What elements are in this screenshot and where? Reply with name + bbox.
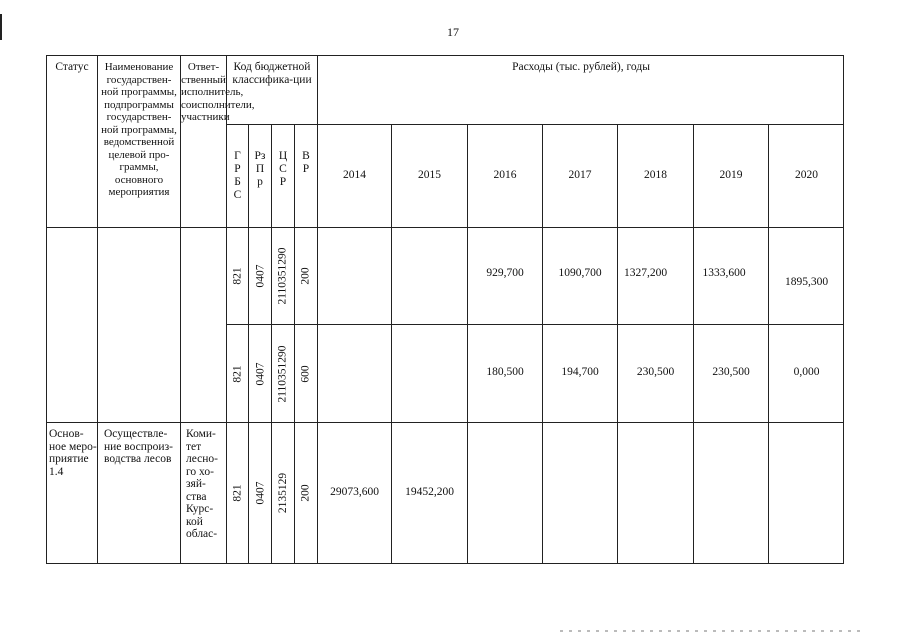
header-expenses-group: Расходы (тыс. рублей), годы <box>512 61 650 73</box>
row3-vr: 200 <box>300 484 312 502</box>
row2-2019: 230,500 <box>712 366 750 378</box>
row3-responsible: Коми-тет лесно-го хо-зяй-ства Курс-кой облас- <box>186 428 218 540</box>
row2-grbs: 821 <box>231 364 244 383</box>
row2-2020: 0,000 <box>793 366 820 378</box>
header-responsible: Ответ-ственный исполнитель, соисполнители, участники <box>181 61 255 123</box>
row2-2018: 230,500 <box>636 366 675 378</box>
row2-rzpr: 0407 <box>254 362 266 385</box>
row1-2020: 1895,300 <box>784 276 829 288</box>
row1-vr: 200 <box>300 267 312 285</box>
row3-2014: 29073,600 <box>330 486 379 498</box>
scan-artifact <box>560 630 860 632</box>
row3-grbs: 821 <box>231 484 244 502</box>
row1-rzpr: 0407 <box>254 264 266 288</box>
header-name: Наименование государствен-ной программы, подпрограммы государствен-ной программы, ведомственной целевой про-граммы, основного мероприятия <box>101 61 177 198</box>
row2-vr: 600 <box>300 364 312 383</box>
page-number: 17 <box>447 25 459 39</box>
row1-2016: 929,700 <box>486 267 524 279</box>
row1-2019: 1333,600 <box>702 267 746 279</box>
header-code-group: Код бюджетной классифика-ции <box>232 61 312 86</box>
row3-csr: 2135129 <box>277 472 289 514</box>
row2-csr: 2110351290 <box>277 344 290 403</box>
header-rzpr: Рз П р <box>254 150 266 188</box>
row3-rzpr: 0407 <box>254 481 266 505</box>
row3-name: Осуществле-ние воспроиз-водства лесов <box>104 428 173 465</box>
row2-2016: 180,500 <box>486 366 524 378</box>
row1-2017: 1090,700 <box>558 267 602 279</box>
header-csr: Ц С Р <box>278 150 288 188</box>
year-2017: 2017 <box>568 169 592 181</box>
header-vr: В Р <box>302 150 310 175</box>
year-2018: 2018 <box>644 169 667 181</box>
row3-2015: 19452,200 <box>405 486 454 498</box>
year-2019: 2019 <box>719 169 743 181</box>
row3-status: Основ-ное меро-приятие 1.4 <box>49 428 97 478</box>
row1-grbs: 821 <box>231 267 244 285</box>
year-2015: 2015 <box>418 169 441 181</box>
header-status: Статус <box>55 61 89 73</box>
year-2014: 2014 <box>343 169 366 181</box>
header-grbs: Г Р Б С <box>233 150 242 201</box>
row2-2017: 194,700 <box>561 366 599 378</box>
year-2016: 2016 <box>493 169 517 181</box>
row1-2018: 1327,200 <box>623 267 668 279</box>
row1-csr: 2110351290 <box>277 247 290 305</box>
year-2020: 2020 <box>795 169 818 181</box>
